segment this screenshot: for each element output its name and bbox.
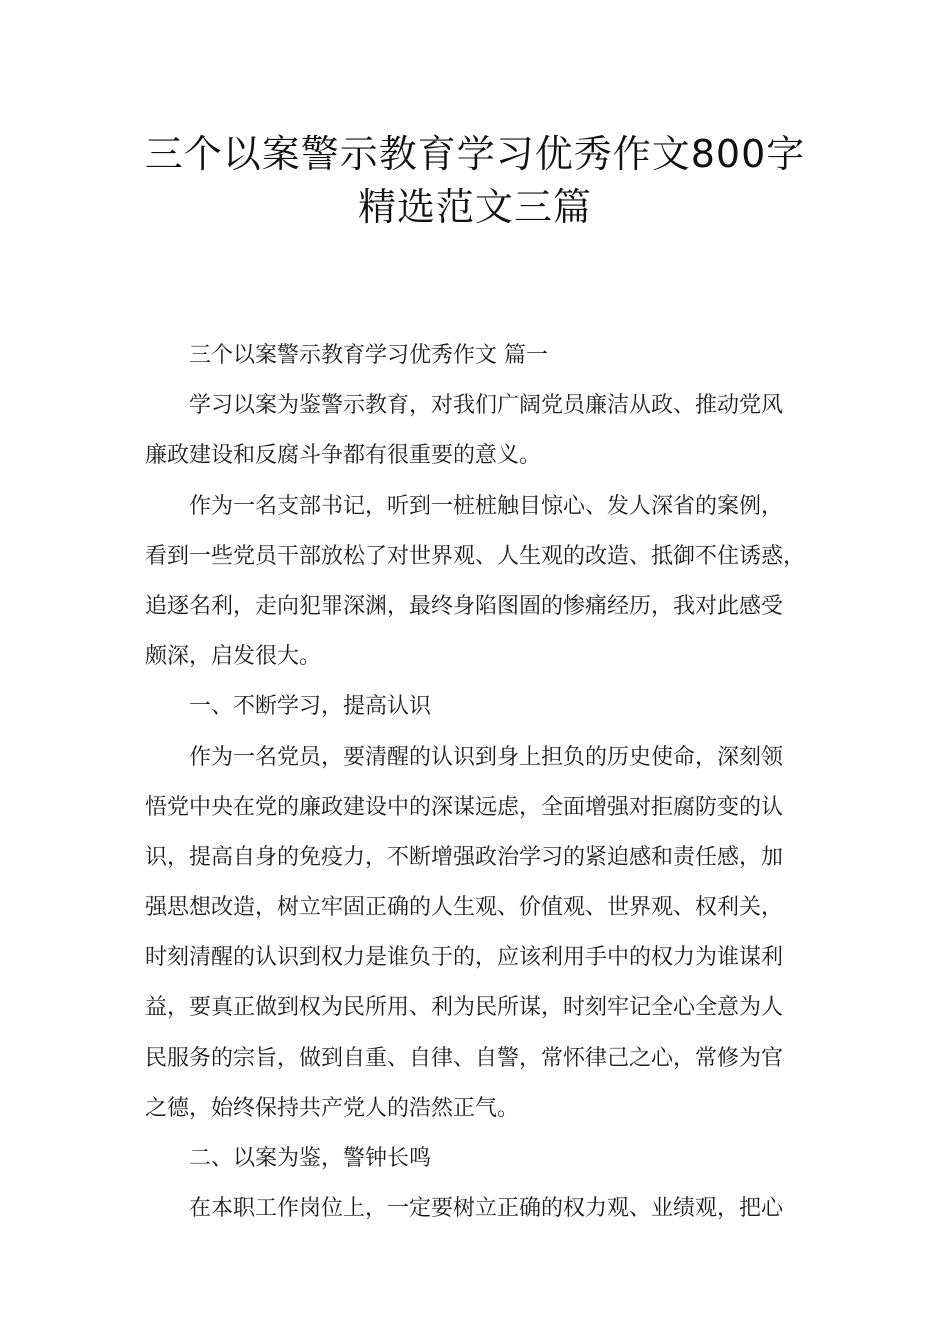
paragraph-line: 民服务的宗旨，做到自重、自律、自警，常怀律己之心，常修为官 [145, 1045, 784, 1071]
paragraph-line: 之德，始终保持共产党人的浩然正气。 [145, 1095, 520, 1121]
subheading-text: 二、以案为鉴，警钟长鸣 [189, 1146, 432, 1171]
paragraph-line: 悟党中央在党的廉政建设中的深谋远虑，全面增强对拒腐防变的认 [145, 794, 784, 820]
paragraph-4 [145, 1184, 835, 1234]
section-heading [145, 331, 835, 381]
document-title-line-1: 三个以案警示教育学习优秀作文800字 [144, 132, 806, 176]
document-body [145, 331, 835, 1234]
paragraph-line: 益，要真正做到权为民所用、利为民所谋，时刻牢记全心全意为人 [145, 995, 784, 1021]
paragraph-line: 时刻清醒的认识到权力是谁负于的，应该利用手中的权力为谁谋利 [145, 945, 784, 971]
paragraph-line: 追逐名利，走向犯罪深渊，最终身陷图圄的惨痛经历，我对此感受 [145, 593, 784, 619]
subheading-text: 一、不断学习，提高认识 [189, 694, 432, 720]
paragraph-2 [145, 482, 835, 683]
paragraph-line: 在本职工作岗位上，一定要树立正确的权力观、业绩观，把心 [189, 1196, 784, 1222]
paragraph-line: 作为一名党员，要清醒的认识到身上担负的历史使命，深刻领 [189, 744, 784, 770]
paragraph-line: 识，提高自身的免疫力，不断增强政治学习的紧迫感和责任感，加 [145, 844, 784, 870]
paragraph-line: 作为一名支部书记，听到一桩桩触目惊心、发人深省的案例， [189, 493, 784, 519]
paragraph-line: 颇深，启发很大。 [145, 644, 322, 670]
subheading-1 [145, 682, 835, 732]
paragraph-line: 看到一些党员干部放松了对世界观、人生观的改造、抵御不住诱惑， [145, 543, 806, 569]
document-title-line-2: 精选范文三篇 [357, 185, 592, 229]
subheading-2 [145, 1134, 835, 1184]
paragraph-line: 学习以案为鉴警示教育，对我们广阔党员廉洁从政、推动党风 [189, 393, 784, 419]
paragraph-1 [145, 381, 835, 481]
paragraph-line: 廉政建设和反腐斗争都有很重要的意义。 [145, 443, 542, 469]
paragraph-3 [145, 733, 835, 1135]
section-heading-text: 三个以案警示教育学习优秀作文 篇一 [189, 343, 548, 368]
paragraph-line: 强思想改造，树立牢固正确的人生观、价值观、世界观、权利关， [145, 895, 784, 921]
